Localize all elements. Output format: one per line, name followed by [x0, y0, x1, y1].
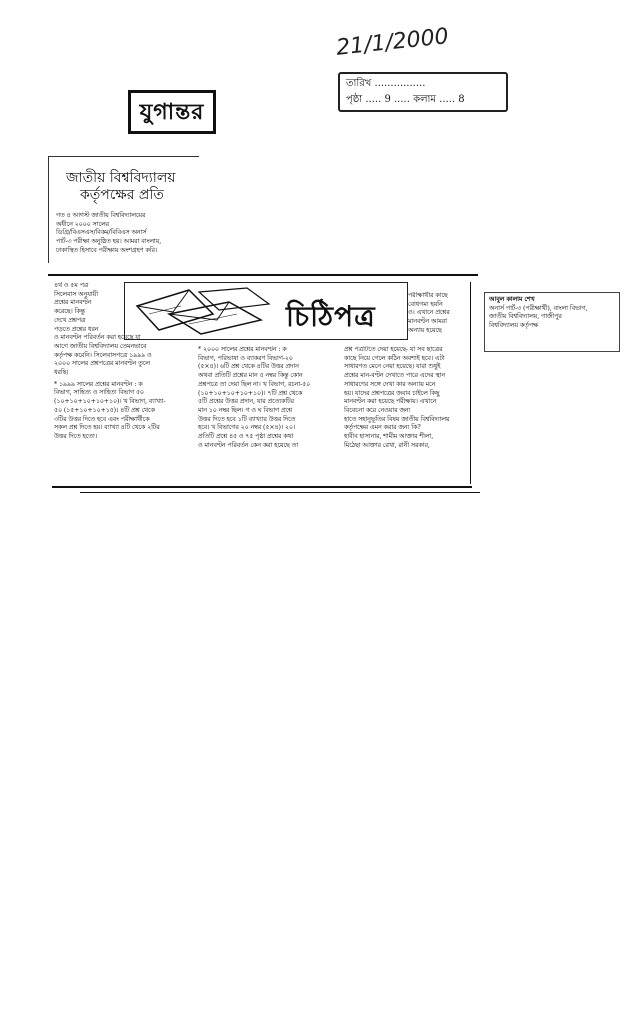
text-line: পরীক্ষার্থীর কাছে: [408, 292, 448, 299]
text-line: বোধগম্য হয়নি: [408, 300, 443, 308]
notice-line: পার্ট-৩ পরীক্ষা অনুষ্ঠিত হয়। আমরা বাংলায়,: [56, 238, 162, 246]
section-title: চিঠিপত্র: [286, 300, 376, 333]
text-line: বিভাগ, সাহিত্য ও সাহিত্য বিভাগ ৫০: [54, 389, 144, 397]
top-rule: [48, 274, 478, 276]
text-line: প্রশ্নপত্রে তা দেয়া ছিল না। খ বিভাগ, রচনা-৫০: [198, 380, 311, 388]
notice-headline-line-2: কর্তৃপক্ষের প্রতি: [80, 187, 164, 203]
notice-body: [56, 212, 206, 256]
text-line: অথবা প্রতিটি প্রশ্নের মান ৫ নম্বর কিন্তু কোন: [198, 372, 303, 380]
notice-line: ডিগ্রি/বিএসএস/বিকম/বিবিএস অনার্স: [56, 229, 147, 237]
text-line: ও মানবণ্টন পরিবর্তন কেন করা হয়েছে তা: [198, 441, 299, 449]
text-line: ও মানবণ্টন পরিবর্তন করা হয়েছে যা: [54, 334, 141, 342]
notice-line: অধীনে ২০০০ সালের: [56, 220, 109, 228]
text-line: উত্তর দিতে হবে ১টি ব্যাখ্যার উত্তর দিতে: [198, 415, 296, 423]
newspaper-logo: যুগান্তর: [128, 90, 216, 134]
text-line: বিবেচনা করে নেওয়ার জন্য: [344, 406, 411, 414]
text-line: সকল প্রশ্ন দিতে হয়। ব্যাখ্যা ৪টি থেকে ২টির: [54, 424, 160, 432]
text-line: কর্তৃপক্ষ করেনি। সিলেবাসপত্রে ১৯৯৯ ও: [54, 351, 152, 359]
stamp-date-line: তারিখ ................: [346, 78, 426, 89]
text-line: সিলেবাস অনুযায়ী: [54, 290, 98, 298]
signature-line: আবুল কালাম শেখ: [489, 296, 535, 303]
text-line: করেছে। কিন্তু: [54, 308, 85, 316]
text-line: প্রশ্নের মান-বণ্টন দেখাতে পারে এদের স্থান: [344, 372, 445, 380]
bottom-rule-thin: [80, 492, 480, 493]
notice-headline-line-1: জাতীয় বিশ্ববিদ্যালয়: [66, 170, 176, 186]
text-line: ৫০ (১৫+১০+১০+১৫)। ৪টি প্রশ্ন থেকে: [54, 406, 155, 414]
text-line: * ২০০০ সালের প্রশ্নের মানবণ্টন : ক: [198, 346, 287, 353]
text-line: * ১৯৯৯ সালের প্রশ্নের মানবণ্টন : ক: [54, 380, 143, 388]
text-line: ২০০০ সালের প্রশ্নপত্রের মানবণ্টন তুলে: [54, 360, 150, 368]
text-line: সাধারণত মেনে নেয়া হয়েছে। যারা শুধুই: [344, 363, 441, 371]
text-line: হয়। যাদের প্রশ্নপত্রের জবাব চাইলে কিছু: [344, 389, 440, 397]
text-line: হাতে সহানুভূতির বিষয় জাতীয় বিশ্ববিদ্যালয়: [344, 415, 450, 423]
text-line: প্রশ্নের মানবণ্টন: [54, 299, 92, 307]
letter-column-left: [54, 282, 192, 482]
stamp-page-line: পৃষ্ঠা ..... 9 ..... কলাম ..... 8: [346, 94, 465, 105]
text-line: পড়তে প্রশ্নের ধরন: [54, 325, 99, 333]
text-line: মিঠেছা আক্তার রেখা, রানী সরকার,: [344, 441, 430, 449]
text-line: প্রতিটি প্রশ্নে ৪৫ ও ৭৫ পৃষ্ঠা প্রশ্নের কথা: [198, 433, 294, 441]
text-line: হাবীব হাসানার, শামীম আক্তার শীলা,: [344, 433, 434, 441]
text-line: কর্তৃপক্ষের এমন করার জন্য কি?: [344, 424, 421, 432]
text-line: মানবণ্টন করা হয়েছে পরীক্ষায়। এখানে: [344, 398, 437, 406]
text-line: (৫×৪)। ৬টি প্রশ্ন থেকে ৪টির উত্তর প্রদান: [198, 363, 299, 371]
text-line: আগে জাতীয় বিশ্ববিদ্যালয় তেমনভাবে: [54, 342, 147, 350]
notice-headline: [66, 170, 176, 204]
text-line: (১০+১০+১০+১০+১০)। খ বিভাগ, ব্যাখ্যা-: [54, 398, 166, 406]
letter-column-right: [344, 346, 468, 482]
text-line: প্রশ্ন পত্রটিতে দেয়া হয়েছে- যা সব ছাত্রের: [344, 346, 443, 353]
right-rule: [470, 282, 471, 484]
archive-stamp: [338, 72, 508, 112]
signature-line: অনার্স পার্ট-৩ (পরীক্ষার্থী), বাংলা বিভাগ,: [489, 304, 588, 312]
notice-line: ঢাকাস্থিত হিসাবে পরীক্ষায় অংশগ্রহণ করি।: [56, 246, 157, 254]
letter-column-right-top: [408, 292, 470, 340]
signature-box: [484, 292, 620, 352]
text-line: ৪র্থ ও ৫ম পত্র: [54, 282, 89, 289]
text-line: ৫টি প্রশ্নের উত্তর প্রদান, যার প্রত্যেকটির: [198, 398, 294, 406]
text-line: (১০+১০+১০+১০+১০)। ৭টি প্রশ্ন থেকে: [198, 389, 303, 397]
text-line: মানবণ্টন আমরা: [408, 318, 447, 326]
text-line: সাধারণের সঙ্গে দেখা কার অন্যায় মনে: [344, 380, 436, 388]
signature-line: বিশ্ববিদ্যালয় কর্তৃপক্ষ: [489, 322, 538, 330]
text-line: বিভাগ, পরিভাষা ও ব্যাকরণ বিভাগ-২০: [198, 354, 293, 362]
text-line: ও। এখানে প্রশ্নের: [408, 309, 450, 317]
bottom-rule: [52, 486, 472, 488]
letter-column-middle: [198, 346, 338, 482]
text-line: দেখে প্রশ্নপত্র: [54, 316, 86, 324]
text-line: ধরছি।: [54, 369, 69, 377]
text-line: অন্যায় হয়েছে: [408, 326, 442, 334]
signature-line: জাতীয় বিশ্ববিদ্যালয়, গাজীপুর: [489, 313, 562, 321]
text-line: কাছে নিয়ে গেলে কঠিন অবশ্যই হবে। এটা: [344, 354, 445, 362]
handwritten-date: 21/1/2000: [335, 24, 450, 61]
notice-line: গত ৪ আগস্ট জাতীয় বিশ্ববিদ্যালয়ের: [56, 212, 146, 219]
text-line: হবে। খ বিভাগের ২০ নম্বর (৫×৪)। ২০।: [198, 424, 296, 432]
text-line: মান ১০ নম্বর ছিল। গ ও ঘ বিভাগ প্রশ্নে: [198, 406, 292, 414]
text-line: ৩টির উত্তর দিতে হবে এবং পরীক্ষার্থীকে: [54, 415, 150, 423]
text-line: উত্তর দিতে হতো।: [54, 432, 97, 440]
